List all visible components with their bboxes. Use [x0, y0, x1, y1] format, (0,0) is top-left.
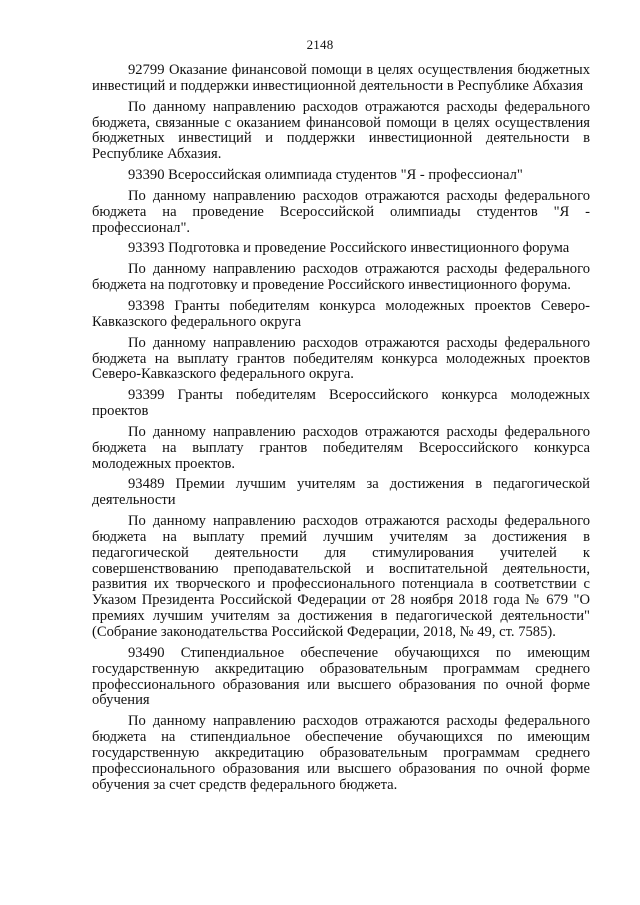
document-body — [92, 63, 590, 793]
section-description-93399: По данному направлению расходов отражаются расходы федерального бюджета на выплату грантов победителям Всероссийского конкурса молодежных проектов. — [92, 423, 590, 472]
section-description-93393: По данному направлению расходов отражаются расходы федерального бюджета на подготовку и проведение Российского инвестиционного форума. — [92, 261, 590, 294]
section-description-93489: По данному направлению расходов отражаются расходы федерального бюджета на выплату премий лучшим учителям за достижения в педагогической деятельности для стимулирования учителей к совершенствованию преподавательской и воспитательной деятельности, развития их творческого и профессионального потенциала в соответствии с Указом Президента Российской Федерации от 28 ноября 2018 года № 679 "О премиях лучшим учителям за достижения в педагогической деятельности" (Собрание законодательства Российской Федерации, 2018, № 49, ст. 7585). — [92, 513, 590, 640]
section-heading-93393: 93393 Подготовка и проведение Российского инвестиционного форума — [128, 240, 570, 257]
section-heading-93490: 93490 Стипендиальное обеспечение обучающихся по имеющим государственную аккредитацию образовательным программам среднего профессионального образования или высшего образования по очной форме обучения — [92, 644, 590, 709]
section-description-93390: По данному направлению расходов отражаются расходы федерального бюджета на проведение Всероссийской олимпиады студентов "Я - профессионал". — [92, 187, 590, 236]
section-description-93490: По данному направлению расходов отражаются расходы федерального бюджета на стипендиальное обеспечение обучающихся по имеющим государственную аккредитацию образовательным программам среднего профессионального образования или высшего образования по очной форме обучения за счет средств федерального бюджета. — [92, 713, 590, 793]
section-description-93398: По данному направлению расходов отражаются расходы федерального бюджета на выплату грантов победителям конкурса молодежных проектов Северо-Кавказского федерального округа. — [92, 334, 590, 383]
section-heading-93489: 93489 Премии лучшим учителям за достижения в педагогической деятельности — [92, 476, 590, 509]
section-description-92799: По данному направлению расходов отражаются расходы федерального бюджета, связанные с оказанием финансовой помощи в целях осуществления бюджетных инвестиций и поддержки инвестиционной деятельности в Республике Абхазия. — [92, 98, 590, 163]
section-heading-93399: 93399 Гранты победителям Всероссийского конкурса молодежных проектов — [92, 387, 590, 420]
page-number: 2148 — [306, 37, 334, 52]
section-heading-93398: 93398 Гранты победителям конкурса молодежных проектов Северо-Кавказского федерального округа — [92, 297, 590, 330]
section-heading-92799: 92799 Оказание финансовой помощи в целях осуществления бюджетных инвестиций и поддержки инвестиционной деятельности в Республике Абхазия — [92, 62, 590, 94]
section-heading-93390: 93390 Всероссийская олимпиада студентов "Я - профессионал" — [128, 167, 523, 184]
